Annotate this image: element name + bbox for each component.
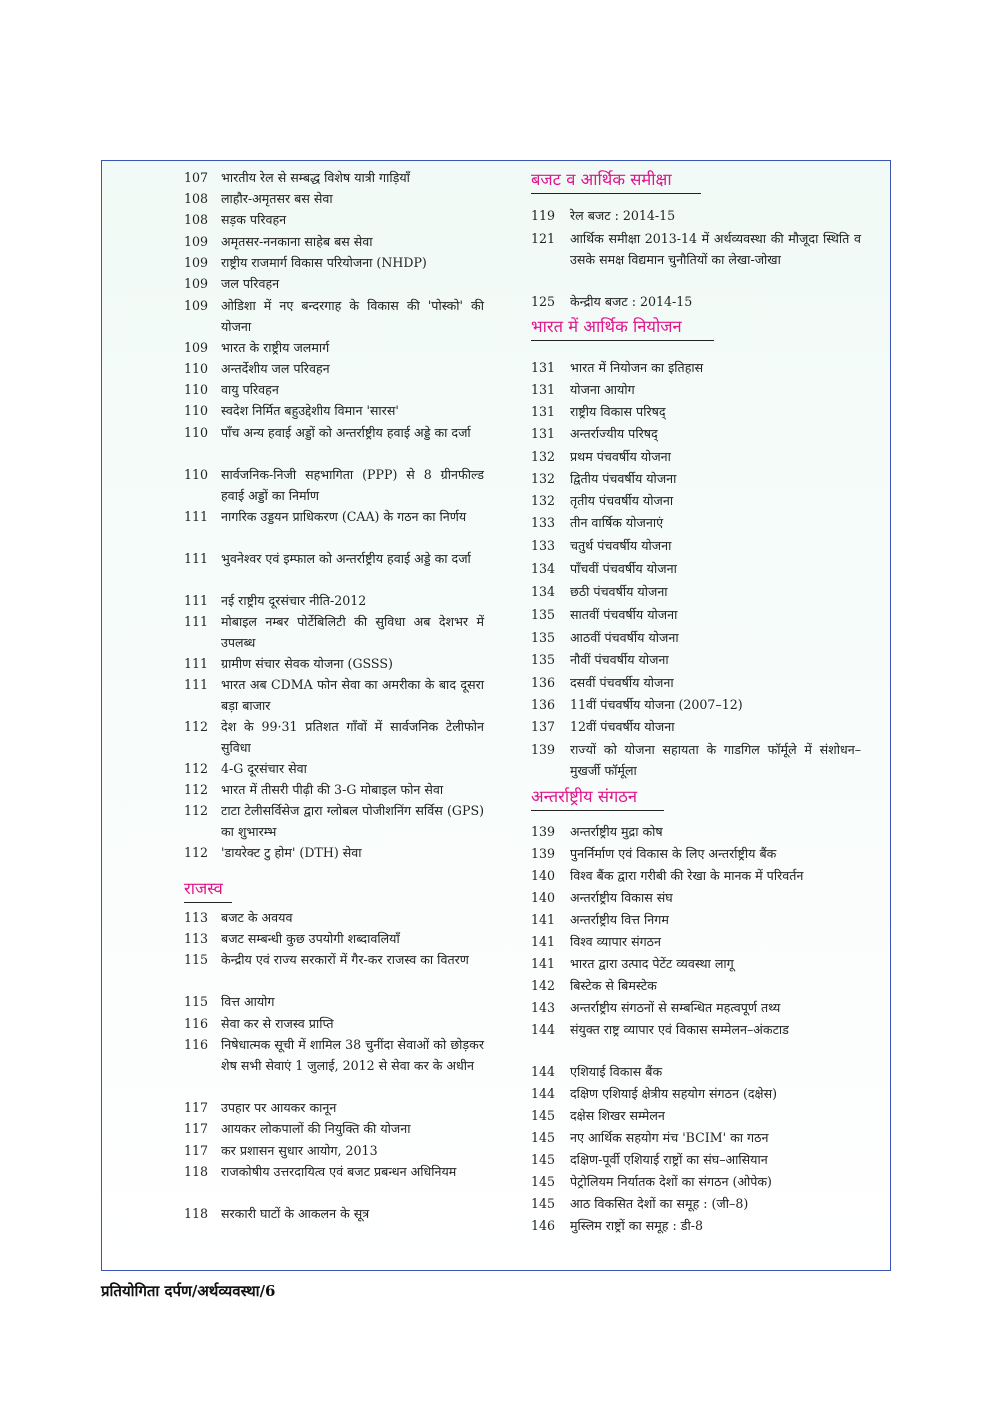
entry-page-number: 107 — [184, 170, 209, 185]
contents-entry — [531, 1193, 861, 1214]
contents-entry — [531, 558, 861, 579]
contents-entry — [531, 581, 861, 602]
entry-title: भारत द्वारा उत्पाद पेटेंट व्यवस्था लागू — [570, 956, 734, 971]
contents-entry — [184, 758, 484, 779]
entry-page-number: 121 — [531, 231, 556, 246]
entry-title: लाहौर-अमृतसर बस सेवा — [221, 191, 333, 206]
section-heading-text: अन्तर्राष्ट्रीय संगठन — [531, 787, 638, 806]
entry-page-number: 109 — [184, 255, 209, 270]
entry-title: भारत के राष्ट्रीय जलमार्ग — [221, 340, 330, 355]
entry-page-number: 144 — [531, 1022, 556, 1037]
entry-title: पाँचवीं पंचवर्षीय योजना — [570, 561, 677, 576]
entry-title: पुनर्निर्माण एवं विकास के लिए अन्तर्राष्ट्रीय बैंक — [570, 846, 777, 861]
contents-entry — [531, 1061, 861, 1082]
entry-page-number: 131 — [531, 382, 556, 397]
entry-page-number: 117 — [184, 1143, 209, 1158]
entry-title: छठी पंचवर्षीय योजना — [570, 584, 668, 599]
contents-entry — [184, 1013, 484, 1034]
contents-entry — [184, 231, 484, 252]
contents-entry — [184, 422, 484, 443]
entry-title: सरकारी घाटों के आकलन के सूत्र — [221, 1206, 370, 1221]
contents-entry — [531, 975, 861, 996]
entry-title: स्वदेश निर्मित बहुउद्देशीय विमान 'सारस' — [221, 403, 399, 418]
entry-title: भारतीय रेल से सम्बद्ध विशेष यात्री गाड़ियाँ — [221, 170, 410, 185]
entry-page-number: 135 — [531, 630, 556, 645]
entry-title: नौवीं पंचवर्षीय योजना — [570, 652, 669, 667]
entry-page-number: 116 — [184, 1016, 209, 1031]
entry-title: मुस्लिम राष्ट्रों का समूह : डी-8 — [570, 1218, 703, 1233]
entry-title: राष्ट्रीय राजमार्ग विकास परियोजना (NHDP) — [221, 255, 427, 270]
contents-entry — [184, 611, 484, 653]
entry-page-number: 131 — [531, 360, 556, 375]
entry-title: दक्षेस शिखर सम्मेलन — [570, 1108, 665, 1123]
entry-page-number: 144 — [531, 1086, 556, 1101]
entry-page-number: 141 — [531, 934, 556, 949]
entry-page-number: 117 — [184, 1121, 209, 1136]
contents-entry — [531, 423, 861, 444]
entry-title: भारत में नियोजन का इतिहास — [570, 360, 704, 375]
entry-page-number: 115 — [184, 952, 209, 967]
contents-frame — [101, 160, 891, 1271]
contents-entry — [531, 649, 861, 670]
entry-page-number: 132 — [531, 449, 556, 464]
entry-page-number: 136 — [531, 697, 556, 712]
entry-title: केन्द्रीय एवं राज्य सरकारों में गैर-कर राजस्व का वितरण — [221, 952, 469, 967]
contents-entry — [184, 907, 484, 928]
contents-entry — [531, 468, 861, 489]
contents-entry — [531, 535, 861, 556]
entry-page-number: 134 — [531, 584, 556, 599]
contents-entry — [184, 1140, 484, 1161]
entry-page-number: 140 — [531, 890, 556, 905]
entry-page-number: 140 — [531, 868, 556, 883]
contents-entry — [531, 997, 861, 1018]
entry-page-number: 109 — [184, 234, 209, 249]
entry-page-number: 133 — [531, 515, 556, 530]
entry-page-number: 139 — [531, 846, 556, 861]
contents-entry — [531, 953, 861, 974]
entry-page-number: 139 — [531, 742, 556, 757]
entry-title: देश के 99·31 प्रतिशत गाँवों में सार्वजनिक टेलीफोन सुविधा — [221, 719, 484, 755]
contents-entry — [184, 949, 484, 970]
entry-page-number: 142 — [531, 978, 556, 993]
contents-entry — [184, 273, 484, 294]
entry-title: तृतीय पंचवर्षीय योजना — [570, 493, 674, 508]
entry-page-number: 115 — [184, 994, 209, 1009]
entry-title: बिस्टेक से बिमस्टेक — [570, 978, 657, 993]
entry-title: भारत अब CDMA फोन सेवा का अमरीका के बाद दूसरा बड़ा बाजार — [221, 677, 484, 713]
contents-entry — [184, 1203, 484, 1224]
contents-entry — [531, 739, 861, 781]
entry-page-number: 111 — [184, 551, 209, 566]
entry-page-number: 135 — [531, 652, 556, 667]
entry-page-number: 118 — [184, 1206, 209, 1221]
page-footer: प्रतियोगिता दर्पण/अर्थव्यवस्था/6 — [101, 1282, 276, 1300]
entry-title: द्वितीय पंचवर्षीय योजना — [570, 471, 677, 486]
contents-entry — [531, 357, 861, 378]
entry-title: आठवीं पंचवर्षीय योजना — [570, 630, 679, 645]
contents-entry — [184, 167, 484, 188]
contents-entry — [184, 590, 484, 611]
entry-title: अन्तर्राज्यीय परिषद् — [570, 426, 658, 441]
contents-entry — [184, 209, 484, 230]
entry-page-number: 135 — [531, 607, 556, 622]
entry-page-number: 141 — [531, 912, 556, 927]
entry-title: सातवीं पंचवर्षीय योजना — [570, 607, 678, 622]
entry-title: नई राष्ट्रीय दूरसंचार नीति-2012 — [221, 593, 367, 608]
contents-entry — [184, 337, 484, 358]
contents-entry — [184, 548, 484, 569]
entry-page-number: 110 — [184, 403, 209, 418]
entry-title: चतुर्थ पंचवर्षीय योजना — [570, 538, 672, 553]
heading-underline — [531, 810, 664, 811]
contents-entry — [531, 1215, 861, 1236]
contents-entry — [531, 1127, 861, 1148]
entry-title: एशियाई विकास बैंक — [570, 1064, 663, 1079]
contents-entry — [531, 604, 861, 625]
entry-page-number: 111 — [184, 677, 209, 692]
entry-page-number: 110 — [184, 382, 209, 397]
entry-page-number: 139 — [531, 824, 556, 839]
entry-page-number: 108 — [184, 191, 209, 206]
entry-title: केन्द्रीय बजट : 2014-15 — [570, 294, 693, 309]
contents-entry — [531, 672, 861, 693]
section-heading — [531, 169, 701, 194]
heading-underline — [531, 340, 714, 341]
entry-title: ओडिशा में नए बन्दरगाह के विकास की 'पोस्को' की योजना — [221, 298, 484, 334]
contents-entry — [531, 1083, 861, 1104]
entry-title: संयुक्त राष्ट्र व्यापार एवं विकास सम्मेलन–अंकटाड — [570, 1022, 789, 1037]
contents-entry — [531, 627, 861, 648]
contents-entry — [184, 1161, 484, 1182]
entry-page-number: 112 — [184, 782, 209, 797]
entry-title: वित्त आयोग — [221, 994, 275, 1009]
entry-title: मोबाइल नम्बर पोर्टेबिलिटी की सुविधा अब देशभर में उपलब्ध — [221, 614, 484, 650]
entry-page-number: 118 — [184, 1164, 209, 1179]
contents-entry — [531, 205, 861, 226]
entry-title: रेल बजट : 2014-15 — [570, 208, 676, 223]
entry-title: राजकोषीय उत्तरदायित्व एवं बजट प्रबन्धन अधिनियम — [221, 1164, 457, 1179]
entry-page-number: 110 — [184, 467, 209, 482]
entry-page-number: 143 — [531, 1000, 556, 1015]
contents-entry — [531, 843, 861, 864]
entry-title: टाटा टेलीसर्विसेज द्वारा ग्लोबल पोजीशनिंग सर्विस (GPS) का शुभारम्भ — [221, 803, 484, 839]
contents-entry — [184, 506, 484, 527]
contents-entry — [531, 512, 861, 533]
section-heading — [184, 878, 232, 903]
entry-title: अमृतसर-ननकाना साहेब बस सेवा — [221, 234, 373, 249]
contents-entry — [184, 358, 484, 379]
entry-page-number: 145 — [531, 1174, 556, 1189]
contents-entry — [531, 446, 861, 467]
entry-page-number: 145 — [531, 1196, 556, 1211]
contents-entry — [531, 1019, 861, 1040]
section-heading-text: भारत में आर्थिक नियोजन — [531, 317, 682, 336]
entry-page-number: 110 — [184, 425, 209, 440]
contents-entry — [184, 188, 484, 209]
entry-page-number: 137 — [531, 719, 556, 734]
contents-entry — [184, 716, 484, 758]
contents-entry — [184, 1034, 484, 1076]
entry-title: भुवनेश्वर एवं इम्फाल को अन्तर्राष्ट्रीय हवाई अड्डे का दर्जा — [221, 551, 471, 566]
entry-page-number: 119 — [531, 208, 556, 223]
entry-page-number: 113 — [184, 931, 209, 946]
entry-page-number: 109 — [184, 340, 209, 355]
section-heading-text: बजट व आर्थिक समीक्षा — [531, 170, 672, 189]
entry-page-number: 111 — [184, 614, 209, 629]
entry-title: कर प्रशासन सुधार आयोग, 2013 — [221, 1143, 378, 1158]
entry-page-number: 144 — [531, 1064, 556, 1079]
entry-title: अन्तर्राष्ट्रीय विकास संघ — [570, 890, 673, 905]
entry-page-number: 145 — [531, 1152, 556, 1167]
contents-entry — [531, 821, 861, 842]
entry-title: 12वीं पंचवर्षीय योजना — [570, 719, 675, 734]
contents-entry — [531, 887, 861, 908]
entry-page-number: 133 — [531, 538, 556, 553]
entry-title: दक्षिण एशियाई क्षेत्रीय सहयोग संगठन (दक्षेस) — [570, 1086, 778, 1101]
entry-page-number: 112 — [184, 803, 209, 818]
heading-underline — [184, 902, 232, 903]
contents-entry — [184, 295, 484, 337]
contents-entry — [531, 716, 861, 737]
contents-entry — [184, 379, 484, 400]
contents-entry — [531, 291, 861, 312]
entry-title: ग्रामीण संचार सेवक योजना (GSSS) — [221, 656, 393, 671]
section-heading — [531, 316, 714, 341]
entry-page-number: 111 — [184, 509, 209, 524]
contents-entry — [531, 694, 861, 715]
entry-page-number: 116 — [184, 1037, 209, 1052]
entry-title: दक्षिण-पूर्वी एशियाई राष्ट्रों का संघ–आसियान — [570, 1152, 768, 1167]
entry-title: वायु परिवहन — [221, 382, 279, 397]
entry-page-number: 112 — [184, 719, 209, 734]
entry-page-number: 108 — [184, 212, 209, 227]
entry-page-number: 111 — [184, 656, 209, 671]
entry-title: तीन वार्षिक योजनाएं — [570, 515, 664, 530]
entry-title: विश्व व्यापार संगठन — [570, 934, 661, 949]
entry-page-number: 145 — [531, 1130, 556, 1145]
entry-title: दसवीं पंचवर्षीय योजना — [570, 675, 674, 690]
contents-entry — [184, 674, 484, 716]
entry-page-number: 136 — [531, 675, 556, 690]
entry-page-number: 112 — [184, 845, 209, 860]
entry-title: जल परिवहन — [221, 276, 280, 291]
entry-title: प्रथम पंचवर्षीय योजना — [570, 449, 671, 464]
entry-title: राष्ट्रीय विकास परिषद् — [570, 404, 666, 419]
entry-page-number: 134 — [531, 561, 556, 576]
entry-title: भारत में तीसरी पीढ़ी की 3-G मोबाइल फोन सेवा — [221, 782, 444, 797]
contents-entry — [531, 1149, 861, 1170]
contents-entry — [184, 252, 484, 273]
contents-entry — [184, 1097, 484, 1118]
entry-page-number: 110 — [184, 361, 209, 376]
section-heading-text: राजस्व — [184, 879, 223, 898]
entry-title: सार्वजनिक-निजी सहभागिता (PPP) से 8 ग्रीनफील्ड हवाई अड्डों का निर्माण — [221, 467, 484, 503]
contents-entry — [184, 800, 484, 842]
contents-entry — [531, 228, 861, 270]
entry-title: सेवा कर से राजस्व प्राप्ति — [221, 1016, 334, 1031]
entry-title: पेट्रोलियम निर्यातक देशों का संगठन (ओपेक) — [570, 1174, 772, 1189]
contents-entry — [184, 779, 484, 800]
contents-entry — [184, 1118, 484, 1139]
entry-page-number: 111 — [184, 593, 209, 608]
contents-entry — [531, 865, 861, 886]
entry-title: आर्थिक समीक्षा 2013-14 में अर्थव्यवस्था की मौजूदा स्थिति व उसके समक्ष विद्यमान चुनौतियों का लेखा-जोखा — [570, 231, 861, 267]
entry-title: 4-G दूरसंचार सेवा — [221, 761, 307, 776]
entry-page-number: 117 — [184, 1100, 209, 1115]
entry-title: सड़क परिवहन — [221, 212, 287, 227]
entry-page-number: 109 — [184, 298, 209, 313]
entry-title: 11वीं पंचवर्षीय योजना (2007–12) — [570, 697, 743, 712]
entry-page-number: 131 — [531, 404, 556, 419]
entry-title: बजट के अवयव — [221, 910, 293, 925]
entry-title: विश्व बैंक द्वारा गरीबी की रेखा के मानक में परिवर्तन — [570, 868, 804, 883]
entry-title: 'डायरेक्ट टु होम' (DTH) सेवा — [221, 845, 362, 860]
entry-page-number: 141 — [531, 956, 556, 971]
contents-entry — [531, 1171, 861, 1192]
entry-page-number: 131 — [531, 426, 556, 441]
entry-title: आयकर लोकपालों की नियुक्ति की योजना — [221, 1121, 411, 1136]
entry-page-number: 132 — [531, 471, 556, 486]
contents-entry — [184, 928, 484, 949]
contents-entry — [531, 931, 861, 952]
contents-entry — [184, 400, 484, 421]
entry-title: अन्तर्देशीय जल परिवहन — [221, 361, 330, 376]
contents-entry — [531, 401, 861, 422]
entry-title: पाँच अन्य हवाई अड्डों को अन्तर्राष्ट्रीय हवाई अड्डे का दर्जा — [221, 425, 471, 440]
contents-entry — [531, 1105, 861, 1126]
contents-entry — [184, 842, 484, 863]
contents-entry — [531, 490, 861, 511]
entry-page-number: 109 — [184, 276, 209, 291]
entry-title: नागरिक उड्डयन प्राधिकरण (CAA) के गठन का निर्णय — [221, 509, 467, 524]
contents-entry — [184, 653, 484, 674]
entry-page-number: 125 — [531, 294, 556, 309]
entry-title: अन्तर्राष्ट्रीय वित्त निगम — [570, 912, 669, 927]
entry-title: अन्तर्राष्ट्रीय संगठनों से सम्बन्धित महत्वपूर्ण तथ्य — [570, 1000, 781, 1015]
entry-page-number: 113 — [184, 910, 209, 925]
entry-title: उपहार पर आयकर कानून — [221, 1100, 337, 1115]
entry-title: बजट सम्बन्धी कुछ उपयोगी शब्दावलियाँ — [221, 931, 400, 946]
contents-entry — [531, 909, 861, 930]
entry-title: निषेधात्मक सूची में शामिल 38 चुनींदा सेवाओं को छोड़कर शेष सभी सेवाएं 1 जुलाई, 2012 से सेवा कर के अधीन — [221, 1037, 484, 1073]
heading-underline — [531, 193, 701, 194]
contents-entry — [184, 991, 484, 1012]
entry-page-number: 112 — [184, 761, 209, 776]
entry-page-number: 146 — [531, 1218, 556, 1233]
entry-page-number: 132 — [531, 493, 556, 508]
entry-page-number: 145 — [531, 1108, 556, 1123]
entry-title: अन्तर्राष्ट्रीय मुद्रा कोष — [570, 824, 663, 839]
contents-entry — [184, 464, 484, 506]
contents-entry — [531, 379, 861, 400]
entry-title: आठ विकसित देशों का समूह : (जी–8) — [570, 1196, 749, 1211]
entry-title: राज्यों को योजना सहायता के गाडगिल फॉर्मूले में संशोधन–मुखर्जी फॉर्मूला — [570, 742, 861, 778]
entry-title: नए आर्थिक सहयोग मंच 'BCIM' का गठन — [570, 1130, 769, 1145]
section-heading — [531, 786, 664, 811]
entry-title: योजना आयोग — [570, 382, 635, 397]
